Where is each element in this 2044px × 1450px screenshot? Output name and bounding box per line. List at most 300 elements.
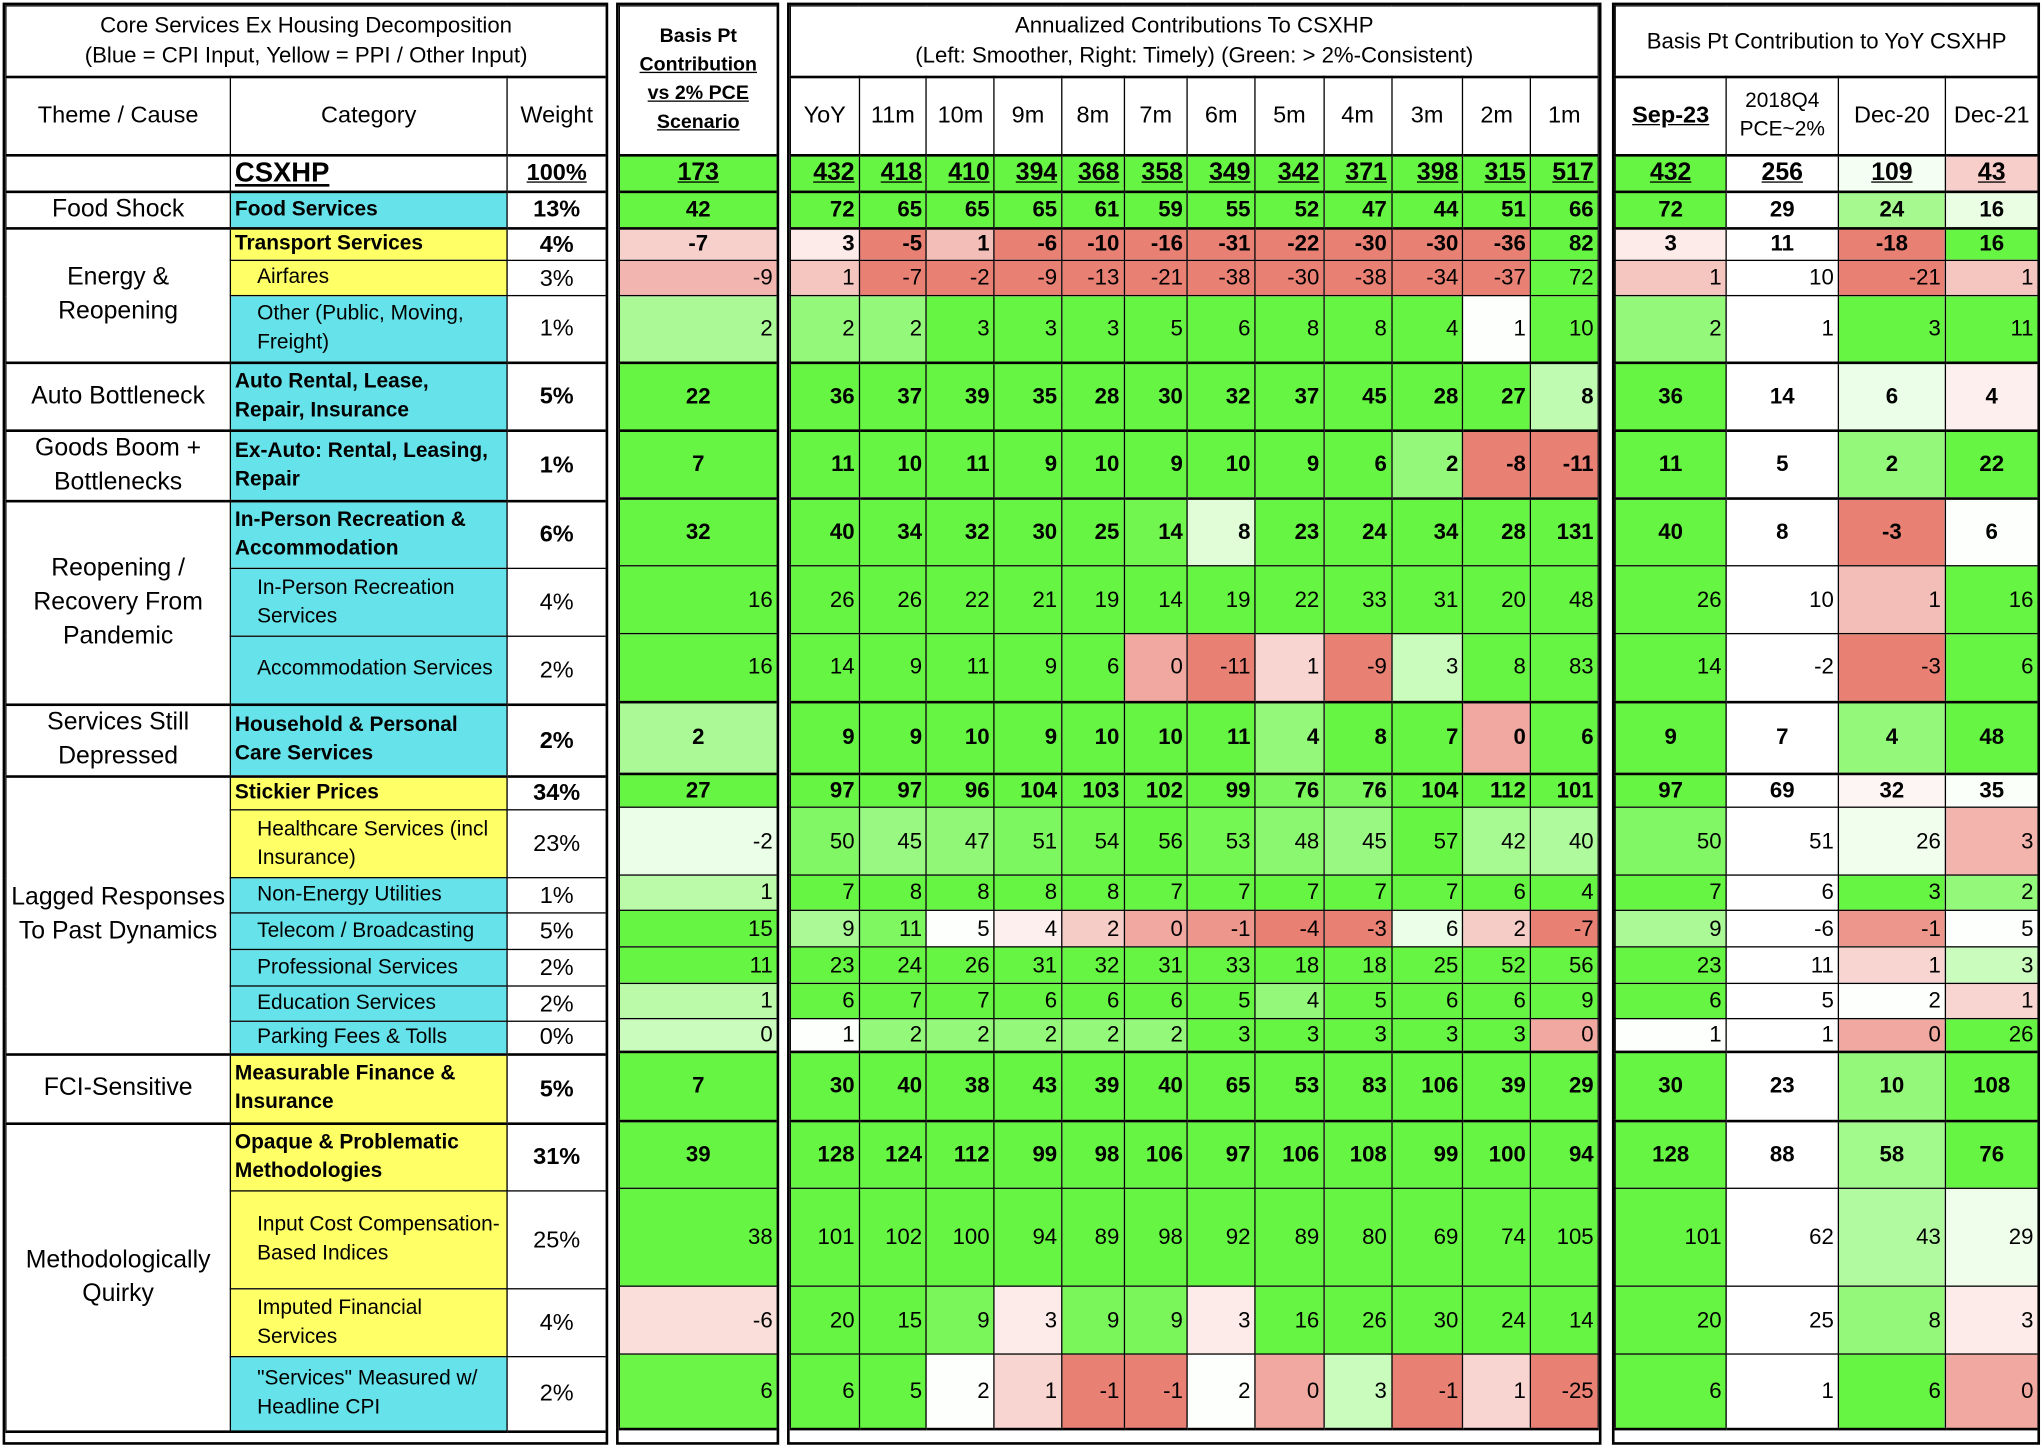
category-cell: CSXHP	[230, 155, 507, 192]
table-row	[6, 1123, 606, 1191]
table-row	[1615, 910, 2038, 947]
table-row	[619, 875, 777, 910]
yoy-cell: 48	[1945, 701, 2038, 773]
yoy-cell: 3	[1945, 947, 2038, 984]
contribution-cell: 80	[1324, 1188, 1392, 1286]
weight-cell: 34%	[507, 776, 606, 810]
contribution-cell: 51	[1463, 191, 1531, 228]
contribution-cell: 3	[1324, 1019, 1392, 1052]
table-row	[1615, 773, 2038, 807]
contribution-cell: 34	[859, 498, 927, 566]
table-row	[790, 910, 1598, 947]
yoy-contribution-panel	[1612, 3, 2040, 1445]
table-row	[1615, 701, 2038, 773]
contribution-cell: 21	[994, 566, 1062, 634]
contribution-cell: 101	[1530, 773, 1598, 807]
contribution-cell: 33	[1187, 947, 1255, 984]
contribution-cell: -16	[1124, 228, 1188, 261]
contribution-cell: 57	[1391, 807, 1463, 875]
contribution-cell: 43	[994, 1051, 1062, 1120]
table-row	[619, 498, 777, 566]
yoy-cell: 36	[1615, 362, 1726, 430]
period-header: 4m	[1324, 76, 1392, 154]
contribution-cell: 8	[994, 875, 1062, 910]
table-row	[6, 228, 606, 261]
basis-cell: 173	[619, 155, 777, 192]
yoy-cell: 25	[1726, 1286, 1838, 1354]
yoy-cell: 3	[1838, 875, 1945, 910]
contribution-cell: 31	[994, 947, 1062, 984]
contribution-cell: -9	[1324, 634, 1392, 702]
contribution-cell: 9	[859, 634, 927, 702]
weight-cell: 100%	[507, 155, 606, 192]
category-cell: Education Services	[230, 986, 507, 1021]
period-header: 5m	[1255, 76, 1324, 154]
contribution-cell: 11	[1187, 701, 1255, 773]
contribution-cell: 51	[994, 807, 1062, 875]
yoy-cell: 51	[1726, 807, 1838, 875]
category-cell: Transport Services	[230, 228, 507, 261]
contribution-cell: 26	[859, 566, 927, 634]
yoy-cell: 1	[1945, 260, 2038, 295]
table-row	[1615, 260, 2038, 295]
period-header: 7m	[1124, 76, 1188, 154]
table-row	[1615, 362, 2038, 430]
basis-cell: 15	[619, 910, 777, 947]
contribution-cell: 9	[1124, 430, 1188, 498]
contribution-cell: 10	[927, 701, 995, 773]
contribution-cell: 6	[1463, 875, 1531, 910]
contribution-cell: -30	[1391, 228, 1463, 261]
table-row	[619, 983, 777, 1018]
decomposition-panel	[3, 3, 609, 1445]
yoy-cell: 97	[1615, 773, 1726, 807]
theme-header: Theme / Cause	[6, 76, 230, 154]
contribution-cell: 5	[1324, 983, 1392, 1018]
yoy-cell: 1	[1615, 260, 1726, 295]
contribution-cell: 24	[1463, 1286, 1531, 1354]
contribution-cell: -1	[1062, 1354, 1124, 1428]
yoy-cell: 6	[1945, 498, 2038, 566]
contribution-cell: 2	[1062, 1019, 1124, 1052]
category-cell: Measurable Finance & Insurance	[230, 1054, 507, 1123]
contribution-cell: -11	[1187, 634, 1255, 702]
table-row	[790, 1286, 1598, 1354]
contribution-cell: 26	[927, 947, 995, 984]
table-row	[790, 807, 1598, 875]
contribution-cell: 31	[1124, 947, 1188, 984]
contribution-cell: 40	[790, 498, 859, 566]
contribution-cell: 22	[1255, 566, 1324, 634]
contribution-cell: 34	[1391, 498, 1463, 566]
contribution-cell: 52	[1463, 947, 1531, 984]
contribution-cell: 18	[1255, 947, 1324, 984]
table-row	[6, 501, 606, 569]
table-row	[6, 430, 606, 500]
basis-cell: -2	[619, 807, 777, 875]
contribution-cell: -21	[1124, 260, 1188, 295]
contribution-cell: 39	[927, 362, 995, 430]
table-row	[1615, 1188, 2038, 1286]
contribution-cell: -2	[927, 260, 995, 295]
contribution-cell: 8	[1062, 875, 1124, 910]
contribution-cell: 1	[790, 260, 859, 295]
title-line: (Left: Smoother, Right: Timely) (Green: > 2%-Consistent)	[915, 43, 1474, 69]
yoy-cell: 16	[1945, 228, 2038, 261]
table-row	[790, 1051, 1598, 1120]
period-header: 6m	[1187, 76, 1255, 154]
contribution-cell: 96	[927, 773, 995, 807]
contribution-cell: 3	[1324, 1354, 1392, 1428]
yoy-cell: 3	[1945, 1286, 2038, 1354]
contribution-cell: 3	[1062, 296, 1124, 363]
table-row	[790, 773, 1598, 807]
basis-cell: -6	[619, 1286, 777, 1354]
table-row	[6, 776, 606, 810]
contribution-cell: 6	[1530, 701, 1598, 773]
contribution-cell: 2	[1187, 1354, 1255, 1428]
contribution-cell: 26	[790, 566, 859, 634]
contribution-cell: 53	[1187, 807, 1255, 875]
weight-cell: 1%	[507, 430, 606, 500]
contribution-cell: -34	[1391, 260, 1463, 295]
basis-cell: 2	[619, 296, 777, 363]
weight-cell: 2%	[507, 949, 606, 986]
contribution-cell: 1	[1463, 1354, 1531, 1428]
yoy-cell: 1	[1726, 1019, 1838, 1052]
contribution-cell: -38	[1324, 260, 1392, 295]
yoy-cell: 29	[1945, 1188, 2038, 1286]
contribution-cell: 38	[927, 1051, 995, 1120]
contribution-cell: 7	[859, 983, 927, 1018]
table-row	[1615, 1019, 2038, 1052]
contribution-cell: 7	[927, 983, 995, 1018]
table-row	[1615, 983, 2038, 1018]
contribution-cell: -1	[1124, 1354, 1188, 1428]
contribution-cell: 6	[994, 983, 1062, 1018]
contribution-cell: 16	[1255, 1286, 1324, 1354]
contribution-cell: 0	[1530, 1019, 1598, 1052]
yoy-cell: 4	[1945, 362, 2038, 430]
contribution-cell: 45	[1324, 362, 1392, 430]
yoy-cell: 9	[1615, 910, 1726, 947]
yoy-cell: 16	[1945, 191, 2038, 228]
contribution-cell: 45	[1324, 807, 1392, 875]
contribution-cell: 7	[790, 875, 859, 910]
theme-cell: Goods Boom + Bottlenecks	[6, 430, 230, 500]
contribution-cell: 1	[994, 1354, 1062, 1428]
yoy-col-header: 2018Q4 PCE~2%	[1726, 76, 1838, 154]
category-cell: Opaque & Problematic Methodologies	[230, 1123, 507, 1191]
contribution-cell: 94	[994, 1188, 1062, 1286]
contribution-cell: 4	[1391, 296, 1463, 363]
contribution-cell: 54	[1062, 807, 1124, 875]
contribution-cell: 32	[1187, 362, 1255, 430]
table-row	[790, 1120, 1598, 1188]
contribution-cell: 3	[1391, 634, 1463, 702]
weight-cell: 4%	[507, 568, 606, 636]
contribution-cell: 3	[994, 296, 1062, 363]
yoy-cell: 109	[1838, 155, 1945, 192]
contribution-cell: 82	[1530, 228, 1598, 261]
contribution-cell: 94	[1530, 1120, 1598, 1188]
contribution-cell: 65	[859, 191, 927, 228]
category-cell: "Services" Measured w/ Headline CPI	[230, 1357, 507, 1431]
yoy-cell: 58	[1838, 1120, 1945, 1188]
contribution-cell: 105	[1530, 1188, 1598, 1286]
contribution-cell: 39	[1062, 1051, 1124, 1120]
contribution-cell: 14	[1124, 566, 1188, 634]
category-cell: Accommodation Services	[230, 636, 507, 704]
contribution-cell: 7	[1324, 875, 1392, 910]
contribution-cell: 28	[1463, 498, 1531, 566]
yoy-cell: 3	[1838, 296, 1945, 363]
contribution-cell: 6	[790, 1354, 859, 1428]
basis-cell: 16	[619, 634, 777, 702]
yoy-col-header: Dec-21	[1945, 76, 2038, 154]
contribution-cell: -7	[1530, 910, 1598, 947]
contribution-cell: 30	[1391, 1286, 1463, 1354]
contribution-cell: 6	[1391, 983, 1463, 1018]
yoy-cell: 9	[1615, 701, 1726, 773]
yoy-cell: 11	[1615, 430, 1726, 498]
yoy-cell: 22	[1945, 430, 2038, 498]
contribution-cell: 128	[790, 1120, 859, 1188]
contribution-cell: 97	[859, 773, 927, 807]
yoy-cell: 20	[1615, 1286, 1726, 1354]
contribution-cell: 30	[1124, 362, 1188, 430]
contribution-cell: 5	[1124, 296, 1188, 363]
yoy-cell: 1	[1838, 947, 1945, 984]
category-cell: Food Services	[230, 191, 507, 228]
p4-table	[1615, 5, 2039, 1430]
contribution-cell: 14	[1530, 1286, 1598, 1354]
basis-title-line: Basis Pt	[659, 25, 737, 48]
contribution-cell: 108	[1324, 1120, 1392, 1188]
basis-cell: 11	[619, 947, 777, 984]
table-row	[1615, 498, 2038, 566]
table-row	[1615, 634, 2038, 702]
contribution-cell: 8	[927, 875, 995, 910]
theme-cell: FCI-Sensitive	[6, 1054, 230, 1123]
contribution-cell: 2	[1124, 1019, 1188, 1052]
weight-cell: 1%	[507, 296, 606, 363]
weight-cell: 5%	[507, 362, 606, 430]
contribution-cell: 102	[859, 1188, 927, 1286]
table-row	[1615, 807, 2038, 875]
theme-cell: Methodologically Quirky	[6, 1123, 230, 1431]
yoy-cell: 11	[1726, 947, 1838, 984]
p2-table	[619, 5, 778, 1430]
basis-cell: 27	[619, 773, 777, 807]
table-row	[619, 701, 777, 773]
contribution-cell: 23	[790, 947, 859, 984]
contribution-cell: 4	[1255, 983, 1324, 1018]
contribution-cell: 11	[927, 634, 995, 702]
contribution-cell: 2	[994, 1019, 1062, 1052]
yoy-cell: 6	[1838, 1354, 1945, 1428]
contribution-cell: 31	[1391, 566, 1463, 634]
contribution-cell: 8	[859, 875, 927, 910]
period-header: 11m	[859, 76, 927, 154]
contribution-cell: 6	[1463, 983, 1531, 1018]
contribution-cell: 19	[1062, 566, 1124, 634]
table-row	[1615, 875, 2038, 910]
contribution-cell: 3	[1255, 1019, 1324, 1052]
basis-cell: 39	[619, 1120, 777, 1188]
yoy-cell: 6	[1615, 983, 1726, 1018]
contribution-cell: 104	[994, 773, 1062, 807]
contribution-cell: 358	[1124, 155, 1188, 192]
contribution-cell: 97	[790, 773, 859, 807]
contribution-cell: -7	[859, 260, 927, 295]
contribution-cell: 6	[1324, 430, 1392, 498]
basis-title-line: vs 2% PCE	[647, 82, 749, 105]
table-row	[619, 807, 777, 875]
weight-cell: 0%	[507, 1021, 606, 1054]
theme-cell: Lagged Responses To Past Dynamics	[6, 776, 230, 1054]
basis-cell: 22	[619, 362, 777, 430]
basis-point-panel	[616, 3, 779, 1445]
contribution-cell: 3	[1463, 1019, 1531, 1052]
contribution-cell: 5	[1187, 983, 1255, 1018]
contribution-cell: 14	[790, 634, 859, 702]
contribution-cell: 65	[927, 191, 995, 228]
yoy-cell: 2	[1838, 430, 1945, 498]
contribution-cell: 26	[1324, 1286, 1392, 1354]
yoy-cell: 256	[1726, 155, 1838, 192]
contribution-cell: 25	[1062, 498, 1124, 566]
yoy-cell: 8	[1726, 498, 1838, 566]
contribution-cell: 32	[927, 498, 995, 566]
contribution-cell: 20	[790, 1286, 859, 1354]
yoy-cell: 2	[1838, 983, 1945, 1018]
contribution-cell: -31	[1187, 228, 1255, 261]
contribution-cell: 315	[1463, 155, 1531, 192]
contribution-cell: -22	[1255, 228, 1324, 261]
decomposition-title	[6, 6, 606, 76]
contribution-cell: 9	[859, 701, 927, 773]
p3-table	[790, 5, 1599, 1430]
contribution-cell: 112	[927, 1120, 995, 1188]
contribution-cell: 3	[1187, 1286, 1255, 1354]
table-row	[790, 701, 1598, 773]
contribution-cell: -1	[1391, 1354, 1463, 1428]
yoy-cell: 3	[1945, 807, 2038, 875]
table-row	[1615, 1051, 2038, 1120]
yoy-cell: 16	[1945, 566, 2038, 634]
contribution-cell: 10	[1124, 701, 1188, 773]
contribution-cell: 10	[1062, 430, 1124, 498]
yoy-cell: -2	[1726, 634, 1838, 702]
yoy-cell: 88	[1726, 1120, 1838, 1188]
yoy-cell: 10	[1726, 260, 1838, 295]
contribution-cell: 11	[790, 430, 859, 498]
table-row	[619, 228, 777, 261]
table-row	[619, 1019, 777, 1052]
yoy-cell: 23	[1726, 1051, 1838, 1120]
category-cell: Ex-Auto: Rental, Leasing, Repair	[230, 430, 507, 500]
contribution-cell: 89	[1062, 1188, 1124, 1286]
contribution-cell: 55	[1187, 191, 1255, 228]
basis-cell: 7	[619, 430, 777, 498]
contribution-cell: 342	[1255, 155, 1324, 192]
contribution-cell: 22	[927, 566, 995, 634]
contribution-cell: 92	[1187, 1188, 1255, 1286]
table-row	[790, 1019, 1598, 1052]
yoy-cell: 432	[1615, 155, 1726, 192]
contribution-cell: 47	[1324, 191, 1392, 228]
yoy-cell: 43	[1838, 1188, 1945, 1286]
period-header: 1m	[1530, 76, 1598, 154]
table-row	[619, 1188, 777, 1286]
contribution-cell: 3	[1391, 1019, 1463, 1052]
contribution-cell: 2	[859, 296, 927, 363]
contribution-cell: 5	[859, 1354, 927, 1428]
yoy-cell: 3	[1615, 228, 1726, 261]
category-cell: In-Person Recreation & Accommodation	[230, 501, 507, 569]
contribution-cell: 11	[927, 430, 995, 498]
contribution-cell: -3	[1324, 910, 1392, 947]
table-row	[1615, 1286, 2038, 1354]
yoy-cell: 40	[1615, 498, 1726, 566]
table-row	[619, 362, 777, 430]
table-row	[619, 296, 777, 363]
contribution-cell: 9	[790, 701, 859, 773]
contribution-cell: 27	[1463, 362, 1531, 430]
contribution-cell: 98	[1062, 1120, 1124, 1188]
yoy-cell: 2	[1615, 296, 1726, 363]
contribution-cell: 517	[1530, 155, 1598, 192]
contribution-cell: 99	[994, 1120, 1062, 1188]
table-row	[619, 947, 777, 984]
contribution-cell: 7	[1391, 875, 1463, 910]
category-cell: Auto Rental, Lease, Repair, Insurance	[230, 362, 507, 430]
table-row	[790, 155, 1598, 192]
contribution-cell: -5	[859, 228, 927, 261]
contribution-cell: 8	[1255, 296, 1324, 363]
title-line: (Blue = CPI Input, Yellow = PPI / Other Input)	[84, 43, 528, 69]
table-row	[790, 296, 1598, 363]
contribution-cell: 2	[1062, 910, 1124, 947]
basis-title	[619, 6, 777, 155]
contribution-cell: -30	[1324, 228, 1392, 261]
contribution-cell: 418	[859, 155, 927, 192]
table-row	[1615, 228, 2038, 261]
weight-cell: 2%	[507, 986, 606, 1021]
contribution-cell: 40	[859, 1051, 927, 1120]
basis-title-line: Contribution	[639, 53, 757, 77]
contribution-cell: -38	[1187, 260, 1255, 295]
weight-cell: 3%	[507, 260, 606, 295]
basis-cell: 7	[619, 1051, 777, 1120]
weight-cell: 5%	[507, 1054, 606, 1123]
contribution-cell: 349	[1187, 155, 1255, 192]
contribution-cell: 42	[1463, 807, 1531, 875]
table-row	[1615, 566, 2038, 634]
contribution-cell: -11	[1530, 430, 1598, 498]
contribution-cell: 83	[1324, 1051, 1392, 1120]
contribution-cell: 99	[1187, 773, 1255, 807]
category-cell: Imputed Financial Services	[230, 1289, 507, 1357]
contribution-cell: 4	[1255, 701, 1324, 773]
contribution-cell: 0	[1463, 701, 1531, 773]
basis-cell: 2	[619, 701, 777, 773]
contribution-cell: 76	[1255, 773, 1324, 807]
table-row	[619, 260, 777, 295]
contribution-cell: -36	[1463, 228, 1531, 261]
weight-cell: 5%	[507, 913, 606, 950]
